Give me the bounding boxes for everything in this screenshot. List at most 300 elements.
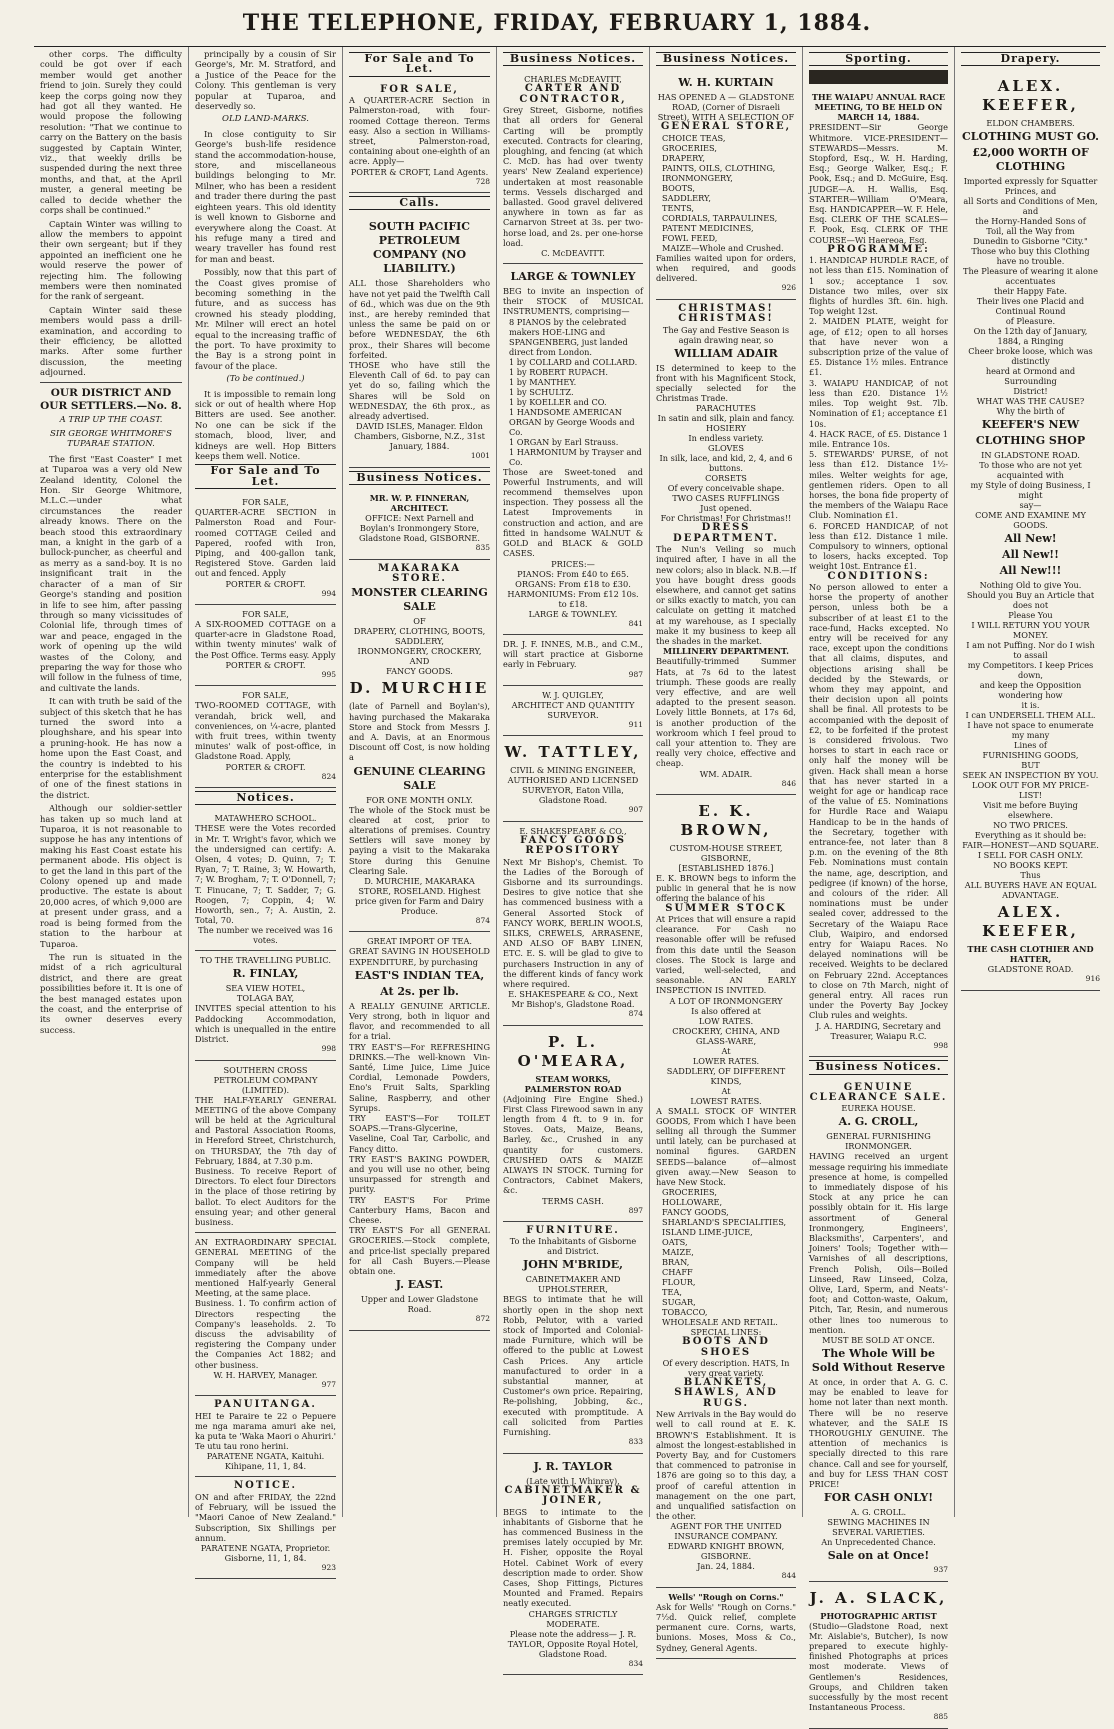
- list-item: GROCERIES,: [662, 1187, 717, 1198]
- advert: [195, 493, 336, 605]
- column-1: [34, 47, 188, 1517]
- advert-body-2: The Nun's Veiling so much inquired after, I have in all the new colors; also in black. N.B.—If you have bought dress goods elsewhere, and cannot get satins or silks exactly to match, you can calculate on getting it matched at my warehouse, as I specially make it my business to keep all the shades in the market.: [656, 544, 796, 647]
- list-item: PAINTS, OILS, CLOTHING,: [662, 162, 776, 173]
- advert-officers: PRESIDENT—Sir George Whitmore. VICE-PRESIDENT— STEWARDS—Messrs. M. Stopford, Esq., W. H. Harding, Esq.; George Walker, Esq.; F. Pook, Esq.; and D. McGuire, Esq. JUDGE—A. H. Wallis, Esq. STARTER—William O'Meara, Esq. HANDICAPPER—W. F. Hele, Esq. CLERK OF THE SCALES—F. Pook, Esq. CLERK OF THE COURSE—Wi Haereoa, Esq.: [809, 122, 948, 245]
- advert-line: their Happy Fate.: [993, 286, 1068, 297]
- advert-number: 977: [321, 1379, 336, 1389]
- advert-line: say—: [1019, 500, 1042, 511]
- advert-body: IS determined to keep to the front with his Magnificent Stock, specially selected for the Christmas Trade.: [656, 362, 796, 404]
- advert-section: SPECIAL LINES:: [690, 1327, 762, 1338]
- advert-new: KEEFER'S NEW: [981, 418, 1080, 432]
- advert-name: J. EAST.: [395, 1278, 444, 1292]
- advert-headline: CLOTHING MUST GO.: [962, 130, 1099, 144]
- list-item: MAIZE—Whole and Crushed.: [662, 242, 784, 253]
- list-item: BOOTS,: [662, 182, 695, 193]
- advert: [503, 264, 643, 635]
- advert-body: ARCHITECT AND QUANTITY SURVEYOR.: [511, 699, 635, 720]
- advert-line: Thus: [1020, 870, 1041, 881]
- advert-note: MUST BE SOLD AT ONCE.: [822, 1334, 935, 1345]
- advert-line: The Pleasure of wearing it alone accentuates: [963, 266, 1098, 287]
- list-item: CHOICE TEAS,: [662, 132, 726, 143]
- list-item: FANCY GOODS,: [662, 1207, 729, 1218]
- advert-title: SOUTHERN CROSS PETROLEUM COMPANY (LIMITED).: [213, 1064, 318, 1095]
- advert-line: To those who are not yet acquainted with: [979, 460, 1082, 481]
- list-item: DRAPERY,: [662, 152, 705, 163]
- paragraph: It can with truth be said of the subject of this sketch that he has turned the sword into a ploughshare, and his spear into a pruning-hook. He has now a home upon the East Coast, and the country is indebted to his enterprise for the establishment of one of the finest stations in the district.: [40, 696, 182, 800]
- advert-line: Visit me before Buying elsewhere.: [983, 800, 1078, 821]
- advert-number: 885: [933, 1712, 948, 1722]
- advert: [503, 686, 643, 736]
- advert: [195, 1477, 336, 1579]
- advert-footer: PORTER & CROFT.: [225, 761, 306, 772]
- list-item: WHOLESALE AND RETAIL.: [662, 1317, 778, 1328]
- advert-number: 987: [628, 669, 643, 679]
- section-header: Sporting.: [809, 52, 948, 66]
- advert-body: QUARTER-ACRE SECTION in Palmerston Road and Four-roomed COTTAGE Ceiled and Papered, roofed with Iron, Piping, and 400-gallon tank, Registered Stove. Garden laid out and fenced. Apply: [195, 507, 336, 579]
- advert-line: For Christmas! For Christmas!!: [660, 513, 792, 524]
- advert-body: HAVING received an urgent message requiring his immediate presence at home, is compelled to immediately dispose of his Stock at any price he can possibly obtain for it. His large assortment of General Ironmongery, Engineers', Blacksmiths', Carpenters', and Joiners' Tools; Together with—Varnishes of all descriptions, French Polish, Oils—Boiled Linseed, Raw Linseed, Colza, Olive, Lard, Sperm, and Neats'-foot; and Cotton-waste, Oakum, Pitch, Tar, Resin, and numerous other lines too numerous to mention.: [809, 1151, 948, 1335]
- advert-number: 835: [475, 543, 490, 553]
- advert-line: it is.: [1021, 700, 1040, 711]
- advert: [656, 795, 796, 1588]
- advert-title: MATAWHERO SCHOOL.: [214, 813, 317, 824]
- advert-title: Wells' "Rough on Corns.": [668, 1591, 784, 1602]
- advert: [503, 70, 643, 264]
- advert-line: Nothing Old to give You.: [979, 580, 1082, 591]
- section-header: Notices.: [195, 791, 336, 805]
- section-header: For Sale and To Let.: [195, 464, 336, 489]
- advert: [195, 1233, 336, 1396]
- advert-line: SADDLERY,: [395, 636, 444, 647]
- advert-number: 911: [628, 719, 643, 729]
- advert-number: 872: [475, 1314, 490, 1324]
- advert-body: (Adjoining Fire Engine Shed.) First Class Firewood sawn in any length from 4 ft. to 9 in. for Stoves. Oats, Maize, Beans, Barley, &c., Crushed in any quantity for customers. CRUSHED OATS & MAIZE ALWAYS IN STOCK. Turning for Contractors, Cabinet Makers, &c.: [503, 1093, 643, 1196]
- advert-line: At: [721, 1085, 731, 1096]
- advert-footer-road: GLADSTONE ROAD.: [987, 964, 1074, 975]
- advert-title: FOR SALE,: [242, 609, 289, 620]
- advert-line: WHAT WAS THE CAUSE?: [976, 396, 1085, 407]
- advert-line: I am not Puffing. Nor do I wish to assail: [966, 640, 1095, 661]
- advert-footer: J. A. HARDING, Secretary and Treasurer, Waiapu R.C.: [815, 1020, 942, 1041]
- advert-address: CUSTOM-HOUSE STREET, GISBORNE,: [669, 842, 783, 863]
- advert-title: TO THE TRAVELLING PUBLIC.: [200, 955, 331, 966]
- advert-number: 874: [628, 1009, 643, 1019]
- advert-headline: EAST'S INDIAN TEA,: [354, 968, 485, 982]
- advert-line: my Style of doing Business, I might: [970, 480, 1091, 501]
- advert-number: 1001: [470, 451, 490, 461]
- racehorse-engraving-icon: [809, 70, 948, 84]
- list-item: 1 ORGAN by Earl Strauss.: [509, 436, 619, 447]
- list-item: TOBACCO,: [662, 1307, 708, 1318]
- advert-location: TOLAGA BAY,: [236, 993, 295, 1004]
- newspaper-page: [34, 46, 1106, 1722]
- advert-line: Of every conceivable shape.: [667, 483, 785, 494]
- advert-footer: PARATENE NGATA, Kaituhi. Kihipane, 11, 1, 84.: [206, 1451, 325, 1472]
- price-line: HARMONIUMS: From £12 10s. to £18.: [507, 588, 639, 609]
- list-item: SADDLERY,: [662, 192, 711, 203]
- advert-footer: W. H. HARVEY, Manager.: [213, 1369, 318, 1380]
- race-item: 3. WAIAPU HANDICAP, of not less than £20. Distance 1½ miles. Top weight 9st. 7lb. Nomination of £1; acceptance £1 10s.: [809, 377, 948, 429]
- advert-number: 998: [321, 1044, 336, 1054]
- advert-footer: D. MURCHIE, MAKARAKA STORE, ROSELAND. Highest price given for Farm and Dairy Produce.: [355, 875, 484, 916]
- price-line: PIANOS: From £40 to £65.: [517, 568, 629, 579]
- advert-line: all Sorts and Conditions of Men, and: [963, 196, 1098, 217]
- advert-body: DR. J. F. INNES, M.B., and C.M., will start practice at Gisborne early in February.: [503, 638, 643, 670]
- advert-line: TRY EAST'S BAKING POWDER, and you will use no other, being unsurpassed for strength and purity.: [349, 1153, 490, 1195]
- advert-line: TWO CASES RUFFLINGS: [672, 493, 780, 504]
- advert-headline: CABINETMAKER AND UPHOLSTERER,: [525, 1274, 621, 1295]
- advert-intro: The Gay and Festive Season is again drawing near, so: [662, 324, 790, 345]
- advert: [349, 560, 490, 933]
- advert-headline: MONSTER CLEARING SALE: [351, 586, 488, 614]
- list-item: MAIZE,: [662, 1247, 694, 1258]
- advert-number: 998: [933, 1040, 948, 1050]
- advert-number: 841: [628, 618, 643, 628]
- advert: [195, 1061, 336, 1234]
- paragraph: other corps. The difficulty could be got over if each member would get another friend to join. Surely they could keep the corps going now they had got all they wanted. He would propose the following resolution: "That we continue to carry on the Battery on the basis suggested by Captain Winter, viz., that weekly drills be suspended during the next three months, and that, at the April muster, a general meeting be called to decide whether the corps shall be continued.": [40, 49, 182, 216]
- column-3: [342, 47, 496, 1517]
- list-item: GROCERIES,: [662, 142, 717, 153]
- advert: [809, 1079, 948, 1582]
- advert-line: All New!!!: [999, 564, 1062, 578]
- advert-line: TRY EAST'S—For TOILET SOAPS.—Trans-Glycerine, Vaseline, Coal Tar, Carbolic, and Fancy ditto.: [349, 1113, 490, 1154]
- advert-subtitle: EUREKA HOUSE.: [841, 1103, 916, 1114]
- race-item: 2. MAIDEN PLATE, weight for age, of £12; open to all horses that have never won a subscription prize of the value of £5. Distance 1½ miles. Entrance £1.: [809, 316, 948, 378]
- advert-title: THE WAIAPU ANNUAL RACE MEETING, TO BE HELD ON MARCH 14, 1884.: [811, 92, 946, 123]
- advert-line: SADDLERY, OF DIFFERENT KINDS,: [666, 1065, 786, 1086]
- advert-number: 833: [628, 1437, 643, 1447]
- advert-line: In endless variety.: [688, 433, 764, 444]
- list-item: SUGAR,: [662, 1297, 696, 1308]
- to-be-continued: (To be continued.): [226, 374, 305, 385]
- advert-body: OFFICE: Next Parnell and Boylan's Ironmongery Store, Gladstone Road, GISBORNE.: [358, 513, 481, 544]
- paragraph: It is impossible to remain long sick or out of health where Hop Bitters are used. See another. No one can be sick if the stomach, blood, liver, and kidneys are well. Hop Bitters keeps them well. Notice.: [195, 388, 336, 462]
- advert-conditions: No person allowed to enter a horse the property of another person, unless both be a subscriber of at least £1 to the race-fund, Hacks excepted. No entry will be received for any race, except upon the conditions that all claims, disputes, and objections arising shall be decided by the Stewards, or whom they may appoint, and their decision upon all points shall be final. All protests to be accompanied with the deposit of £2, to be forfeited if the protest is considered frivolous. Two horses to start in each race or only half the money will be given. Hack shall mean a horse that has never started in a weight for age or handicap race of the value of £5. Nominations for Hurdle Race and Waiapu Handicap to be in the hands of the Secretary, together with entrance-fee, not later than 8 p.m. on the evening of the 8th Feb. Nominations must contain the name, age, description, and pedigree (if known) of the horse, and colours of the rider. All nominations must be under sealed cover, addressed to the Secretary of the Waiapu Race Club, Waipiro, and endorsed entry for Waiapu Races. No delayed nominations will be received. Weights to be declared on February 22nd. Acceptances to close on 7th March, night of general entry. All races run under the Poverty Bay Jockey Club rules and weights.: [809, 581, 948, 1021]
- advert-number: 846: [781, 778, 796, 788]
- advert-line: Imported expressly for Squatter Princes, and: [963, 176, 1098, 197]
- advert-title: GREAT IMPORT OF TEA.: [366, 936, 473, 947]
- advert-line: Those who buy this Clothing have no trouble.: [971, 246, 1090, 267]
- advert-footer: THE CASH CLOTHIER AND HATTER,: [967, 944, 1094, 965]
- advert-line: SEEK AN INSPECTION BY YOU.: [962, 770, 1099, 781]
- advert-body-2: THOSE who have still the Eleventh Call of 6d. to pay can yet do so, failing which the Shares will be Sold on WEDNESDAY, the 6th prox., as already advertised.: [349, 360, 490, 422]
- advert-body: INVITES special attention to his Paddocking Accommodation, which is unequalled in the entire District.: [195, 1003, 336, 1044]
- advert-number: 907: [628, 805, 643, 815]
- advert-number: 994: [321, 588, 336, 598]
- advert-title: W. H. KURTAIN: [678, 76, 774, 90]
- advert-line: BUT: [1021, 760, 1040, 771]
- advert: [349, 81, 490, 193]
- advert-title: NOTICE.: [233, 1480, 298, 1492]
- paragraph: Captain Winter was willing to allow the members to appoint their own sergeant; but if they appointed an inefficient one he would reserve the power of rejecting him. The following members were then nominated for the rank of sergeant.: [40, 218, 182, 302]
- advert-body: BEG to invite an inspection of their STOCK of MUSICAL INSTRUMENTS, comprising—: [503, 286, 643, 317]
- list-item: 1 by SCHULTZ.: [509, 386, 574, 397]
- advert-line: District!: [1013, 386, 1048, 397]
- advert-title: E. K. BROWN,: [680, 801, 772, 839]
- advert-body-2: At once, in order that A. G. C. may be enabled to leave for home not later than next month. There will be no reserve whatever, and the SALE IS THOROUGHLY GENUINE. The attention of mechanics is specially directed to this rare chance. Call and see for yourself, and buy for LESS THAN COST PRICE!: [809, 1376, 948, 1489]
- advert-subtitle: ELDON CHAMBERS.: [986, 118, 1075, 129]
- advert-name: R. FINLAY,: [232, 967, 299, 981]
- advert-line: FANCY GOODS.: [386, 666, 453, 677]
- advert-body: ON and after FRIDAY, the 22nd of February, will be issued the "Maori Canoe of New Zealand." Subscription, Six Shillings per annum.: [195, 1491, 336, 1543]
- column-7: [954, 47, 1106, 1517]
- advert-line: of Pleasure.: [1005, 316, 1056, 327]
- advert-line: heard at Ormond and Surrounding: [985, 366, 1076, 387]
- advert-worth: £2,000 WORTH OF CLOTHING: [972, 146, 1089, 174]
- advert-number: 995: [321, 669, 336, 679]
- section-header: For Sale and To Let.: [349, 52, 490, 77]
- advert-title: GENUINE CLEARANCE SALE.: [809, 1081, 948, 1103]
- advert-subtitle: (Late with J. Whinray),: [526, 1475, 620, 1486]
- advert-line: FAIR—HONEST—AND SQUARE.: [962, 840, 1099, 851]
- advert-price: At 2s. per lb.: [380, 984, 459, 998]
- advert-body: GREAT SAVING IN HOUSEHOLD EXPENDITURE, by purchasing: [349, 946, 490, 967]
- section-header: Business Notices.: [503, 52, 643, 66]
- advert-title: E. SHAKESPEARE & CO.,: [519, 825, 627, 836]
- advert-month: FOR ONE MONTH ONLY.: [366, 794, 473, 805]
- column-2: [188, 47, 342, 1572]
- advert-line: All New!!: [1002, 548, 1059, 562]
- advert-title: CHRISTMAS! CHRISTMAS!: [678, 302, 774, 325]
- advert-title: MAKARAKA STORE.: [378, 562, 461, 584]
- advert: [503, 1026, 643, 1222]
- advert-line: my Competitors. I keep Prices down,: [967, 660, 1094, 681]
- advert-footer: E. SHAKESPEARE & CO., Next Mr Bishop's, Gladstone Road.: [508, 989, 638, 1010]
- advert: [656, 1588, 796, 1659]
- advert-title: SOUTH PACIFIC PETROLEUM COMPANY (NO LIABILITY.): [368, 220, 471, 276]
- section-header: Business Notices.: [656, 52, 796, 66]
- advert-line: Just opened.: [700, 503, 752, 514]
- list-item: 1 by MANTHEY.: [509, 376, 577, 387]
- section-header: Business Notices.: [349, 471, 490, 485]
- advert-line: COME AND EXAMINE MY GOODS.: [975, 510, 1086, 531]
- list-item: HOLLOWARE,: [662, 1197, 723, 1208]
- advert-line: Everything as it should be:: [974, 830, 1087, 841]
- advert-place: SEA VIEW HOTEL,: [225, 983, 306, 994]
- advert-number: 923: [321, 1562, 336, 1572]
- advert-subtitle: HAS OPENED A — GLADSTONE ROAD, (Corner of Disraeli Street), WITH A SELECTION OF: [657, 92, 795, 123]
- list-item: 1 by ROBERT RUPACH.: [509, 366, 608, 377]
- advert-headline: GENERAL STORE,: [660, 121, 792, 133]
- advert-body: TWO-ROOMED COTTAGE, with verandah, brick well, and conveniences, on ¼-acre, planted with fruit trees, within twenty minutes' walk of post-office, in Gladstone Road. Apply,: [195, 700, 336, 762]
- advert-footer: PORTER & CROFT.: [225, 578, 306, 589]
- list-item: 1 by KOELLER and CO.: [509, 396, 607, 407]
- advert: [349, 214, 490, 467]
- list-item: FLOUR,: [662, 1277, 696, 1288]
- advert-footer: DAVID ISLES, Manager. Eldon Chambers, Gisborne, N.Z., 31st January, 1884.: [354, 421, 485, 452]
- advert-line: LOW RATES.: [698, 1015, 754, 1026]
- advert-headline: PHOTOGRAPHIC ARTIST: [820, 1610, 937, 1621]
- list-item: BRAN,: [662, 1257, 690, 1268]
- advert-line: Is also offered at: [691, 1005, 761, 1016]
- advert-number: 844: [781, 1571, 796, 1581]
- advert-line: DRAPERY, CLOTHING, BOOTS,: [353, 626, 486, 637]
- advert-section: CONDITIONS:: [827, 570, 930, 582]
- advert-line: ALL BUYERS HAVE AN EQUAL ADVANTAGE.: [964, 880, 1097, 901]
- race-item: 1. HANDICAP HURDLE RACE, of not less than £15. Nomination of 1 sov.; acceptance 1 sov. Distance two miles, over six flights of hurdles 3ft. 6in. high. Top weight 12st.: [809, 255, 948, 317]
- advert-title: FOR SALE,: [242, 690, 289, 701]
- advert-line: TRY EAST'S—For REFRESHING DRINKS.—The well-known Vin-Santé, Lime Juice, Lime Juice Cordial, Lemonade Powders, Eno's Fruit Salts, Sparkling Saline, Raspberry, and other Syrups.: [349, 1041, 490, 1113]
- advert-road: IN GLADSTONE ROAD.: [981, 450, 1080, 461]
- advert-headline-2: BOOTS AND SHOES: [682, 1336, 770, 1358]
- advert-footer: C. McDEAVITT.: [541, 248, 605, 259]
- advert-line: Why the birth of: [996, 406, 1065, 417]
- advert-line: and keep the Opposition wondering how: [979, 680, 1082, 701]
- advert-title: J. A. SLACK,: [809, 1588, 948, 1607]
- advert-title: MR. W. P. FINNERAN, ARCHITECT.: [369, 493, 470, 514]
- advert-line: At: [721, 1045, 731, 1056]
- advert-sewing: SEWING MACHINES IN SEVERAL VARIETIES.: [827, 1517, 930, 1538]
- list-item: CORDIALS, TARPAULINES,: [662, 212, 778, 223]
- advert-number: 824: [321, 771, 336, 781]
- column-4: [496, 47, 649, 1668]
- advert: [503, 736, 643, 821]
- advert-title: P. L. O'MEARA,: [517, 1032, 629, 1070]
- advert-established: [ESTABLISHED 1876.]: [678, 862, 774, 873]
- advert-line: AND: [409, 656, 430, 667]
- paragraph: In close contiguity to Sir George's bush-life residence stand the accommodation-house, store, and miscellaneous buildings belonging to Mr. Milner, who has been a resident and trader there during the past eighteen years. This old identity is well known to Gisborne and everywhere along the Coast. At his refuge many a tired and weary traveller has found rest for man and beast.: [195, 128, 336, 264]
- advert: [809, 1582, 948, 1729]
- advert: [809, 88, 948, 1057]
- advert-note: CHARGES STRICTLY MODERATE.: [528, 1608, 618, 1629]
- advert-line: A LOT OF IRONMONGERY: [669, 995, 783, 1006]
- paragraph: Although our soldier-settler has taken up so much land at Tuparoa, it is not reasonable to suppose he has any intentions of making his East Coast estate his permanent abode. His object is to get the land in this part of the Colony opened up and made productive. The estate is about 20,000 acres, of which 9,000 are at present under grass, and a road is being formed from the station to the harbour at Tuparoa.: [40, 803, 182, 949]
- advert-body-3: Beautifully-trimmed Summer Hats, at 7s 6d to the latest triumph. These goods are really very effective, and are well adapted to the present season. Lovely little Bonnets, at 17s 6d, is another production of the workroom which I feel proud to call your attention to. They are really very choice, effective and cheap.: [656, 656, 796, 769]
- list-item: PATENT MEDICINES,: [662, 222, 754, 233]
- advert-headline: STEAM WORKS, PALMERSTON ROAD: [524, 1073, 622, 1094]
- list-item: IRONMONGERY,: [662, 172, 733, 183]
- advert-name: D. MURCHIE: [349, 679, 490, 698]
- advert-number: 916: [1085, 974, 1100, 984]
- section-header: Business Notices.: [809, 1060, 948, 1074]
- advert: [656, 300, 796, 795]
- advert-body: BEGS to intimate to the inhabitants of Gisborne that he has commenced Business in the premises lately occupied by Mr. H. Fisher, opposite the Royal Hotel. Cabinet Work of every description made to order. Show Cases, Shop Fittings, Pictures Mounted and Framed. Repairs neatly executed.: [503, 1506, 643, 1609]
- divider: [40, 382, 182, 383]
- advert-body: Next Mr Bishop's, Chemist. To the Ladies of the Borough of Gisborne and its surroundings. Desires to give notice that she has commenced business with a General Assorted Stock of FANCY WORK, BERLIN WOOLS, SILKS, CREWELS, ARRASENE, AND ALSO OF BABY LINEN, ETC. E. S. will be glad to give to purchasers Instruction in any of the different kinds of fancy work where required.: [503, 856, 643, 989]
- list-item: FOWL FEED,: [662, 232, 718, 243]
- advert-line: the Horny-Handed Sons of: [975, 216, 1086, 227]
- advert-body: AN EXTRAORDINARY SPECIAL GENERAL MEETING of the Company will be held immediately after the above mentioned Half-yearly General Meeting, at the same place.: [195, 1237, 336, 1299]
- advert: [195, 809, 336, 951]
- advert-title: J. R. TAYLOR: [533, 1459, 613, 1473]
- advert: [349, 489, 490, 559]
- advert-number: 728: [475, 176, 490, 186]
- advert: [195, 686, 336, 788]
- column-5: [649, 47, 802, 1653]
- advert-footer: TERMS CASH.: [542, 1195, 604, 1206]
- advert-body: THESE were the Votes recorded in Mr. T. Wright's favor, which we the undersigned can certify: A. Olsen, 4 votes; D. Quinn, 7; T. Ryan, 7; T. Raine, 3; W. Howarth, 7; W. Brogham, 7; T. O'Donnell, 7; T. Finucane, 7; T. Sadder, 7; G. Roogen, 7; Coppin, 4; W. Howorth, sen., 7; A. Austin, 2. Total, 70.: [195, 823, 336, 926]
- advert-body: A SIX-ROOMED COTTAGE on a quarter-acre in Gladstone Road, within twenty minutes' walk of the Post Office. Terms easy. Apply: [195, 619, 336, 660]
- price-line: ORGANS: From £18 to £30.: [515, 578, 631, 589]
- advert-line: Toil, all the Way from: [986, 226, 1075, 237]
- advert-business: Business. 1. To confirm action of Directors respecting the Company's leaseholds. 2. To discuss the advisability of registering the Company under the Companies Act 1882; and other business.: [195, 1298, 336, 1370]
- advert-line: I WILL RETURN YOU YOUR MONEY.: [971, 620, 1090, 641]
- advert-line: LOWER RATES.: [692, 1055, 760, 1066]
- list-item: TEA,: [662, 1287, 682, 1298]
- paragraph: principally by a cousin of Sir George's, Mr. M. Stratford, and a Justice of the Peace for the Colony. This gentleman is very popular at Tuparoa, and deservedly so.: [195, 49, 336, 112]
- advert-line: I have not space to enumerate my many: [967, 720, 1094, 741]
- advert-title: LARGE & TOWNLEY: [510, 270, 636, 284]
- advert-body: ALL those Shareholders who have not yet paid the Twelfth Call of 6d., which was due on the 9th inst., are hereby reminded that unless the same be paid on or before WEDNESDAY, the 6th prox., their Shares will become forfeited.: [349, 278, 490, 360]
- list-item: 8 PIANOS by the celebrated makers HOE-LING and SPANGENBERG, just landed direct from London.: [509, 316, 628, 357]
- advert-line: Cheer broke loose, which was distinctly: [968, 346, 1093, 367]
- advert-title: W. J. QUIGLEY,: [542, 689, 604, 700]
- advert-body: (late of Parnell and Boylan's), having purchased the Makaraka Store and Stock from Messrs J. and A. Davis, at an Enormous Discount off Cost, is now holding a: [349, 701, 490, 763]
- advert-body: THE HALF-YEARLY GENERAL MEETING of the above Company will be held at the Agricultural and Pastoral Association Rooms, in Hereford Street, Christchurch, on THURSDAY, the 7th day of February, 1884, at 7.30 p.m.: [195, 1094, 336, 1166]
- race-item: 6. FORCED HANDICAP, of not less than £12. Distance 1 mile. Compulsory to winners, optional to losers, hacks excepted. Top weight 10st. Entrance £1.: [809, 520, 948, 572]
- advert-headline-3: BLANKETS, SHAWLS, AND RUGS.: [674, 1377, 778, 1409]
- section-subtitle: OLD LAND-MARKS.: [221, 114, 309, 125]
- advert-footer: PORTER & CROFT.: [225, 659, 306, 670]
- advert-headline: CARTER AND CONTRACTOR,: [519, 83, 627, 105]
- advert-section: MILLINERY DEPARTMENT.: [663, 646, 789, 657]
- advert-shop: CLOTHING SHOP: [975, 434, 1086, 448]
- advert-footer: A. G. CROLL.: [850, 1507, 907, 1518]
- advert-date: Jan. 24, 1884.: [697, 1561, 755, 1572]
- advert-body-5: New Arrivals in the Bay would do well to call round at E. K. BROWN'S Establishment. It is almost the longest-established in Poverty Bay, and for Customers that commenced to patronise in 1876 are going so to this day, a proof of careful attention in management on the one part, and unqualified satisfaction on the other.: [656, 1409, 796, 1522]
- advert-body: Ask for Wells' "Rough on Corns." 7½d. Quick relief, complete permanent cure. Corns, warts, bunions. Moses, Moss & Co., Sydney, General Agents.: [656, 1601, 796, 1653]
- advert-title: FOR SALE,: [380, 83, 459, 95]
- advert-line: PARACHUTES: [695, 403, 757, 414]
- advert-line: LOWEST RATES.: [690, 1095, 762, 1106]
- list-item: OATS,: [662, 1237, 688, 1248]
- advert-line: FURNISHING GOODS,: [982, 750, 1079, 761]
- advert-cash: FOR CASH ONLY!: [823, 1491, 934, 1505]
- advert-title: FURNITURE.: [526, 1225, 620, 1237]
- advert-number: 937: [933, 1565, 948, 1575]
- section-header: Calls.: [349, 196, 490, 210]
- advert-body: CIVIL & MINING ENGINEER, AUTHORISED AND LICENSED SURVEYOR, Eaton Villa, Gladstone Road.: [507, 765, 639, 806]
- advert-footer: PORTER & CROFT, Land Agents.: [350, 166, 489, 177]
- advert-line: LOOK OUT FOR MY PRICE-LIST!: [972, 780, 1089, 801]
- advert-headline: FANCY GOODS REPOSITORY: [520, 834, 626, 857]
- advert-business: Business. To receive Report of Directors. To elect four Directors in the place of those retiring by ballot. To elect Auditors for the ensuing year; and other general business.: [195, 1166, 336, 1228]
- advert: [503, 1454, 643, 1675]
- advert-section: PROGRAMME:: [827, 243, 930, 255]
- advert-number: 926: [781, 283, 796, 293]
- section-header: Drapery.: [961, 52, 1100, 66]
- advert-agent: AGENT FOR THE UNITED INSURANCE COMPANY.: [670, 1521, 782, 1542]
- advert-body: E. K. BROWN begs to inform the public in general that he is now offering the balance of his: [656, 872, 796, 904]
- advert-headline: GENERAL FURNISHING IRONMONGER.: [826, 1131, 931, 1152]
- advert-title: W. TATTLEY,: [504, 743, 642, 762]
- paragraph: Possibly, now that this part of the Coast gives promise of becoming something in the future, and as success has crowned his steady plodding, Mr. Milner will erect an hotel equal to the increasing traffic of the port. To have proximity to the Bay is a strong point in favour of the place.: [195, 267, 336, 371]
- advert-name: EDWARD KNIGHT BROWN, GISBORNE.: [667, 1541, 785, 1562]
- advert-line: Their lives one Placid and Continual Round: [976, 296, 1085, 317]
- advert-body-2: Those are Sweet-toned and Powerful Instruments, and will recommend themselves upon inspection. They possess all the Latest Improvements in construction and action, and are fitted in handsome WALNUT & GOLD and BLACK & GOLD CASES.: [503, 466, 643, 559]
- advert-name: A. G. CROLL,: [838, 1115, 919, 1129]
- advert-body-3: A SMALL STOCK OF WINTER GOODS, From which I have been selling all through the Summer until lately, can be purchased at nominal figures. GARDEN SEEDS—balance of—almost given away.—New Season to have New Stock.: [656, 1105, 796, 1187]
- column-6: [802, 47, 954, 1722]
- advert-line: NO BOOKS KEPT.: [993, 860, 1068, 871]
- article-subtitle-2: SIR GEORGE WHITMORE'S TUPARAE STATION.: [50, 429, 172, 450]
- advert-line: TRY EAST'S For all GENERAL GROCERIES.—Stock complete, and price-list specially prepared for all Cash Buyers.—Please obtain one.: [349, 1225, 490, 1277]
- advert-footer: LARGE & TOWNLEY.: [528, 608, 618, 619]
- advert-of: OF: [413, 616, 426, 627]
- advert-body-4: Of every description. HATS, In very great variety.: [662, 1358, 790, 1379]
- advert: [503, 822, 643, 1026]
- advert-line: TRY EAST'S For Prime Canterbury Hams, Bacon and Cheese.: [349, 1194, 490, 1226]
- list-item: 1 by COLLARD and COLLARD.: [509, 356, 638, 367]
- advert-line: GLOVES: [707, 443, 745, 454]
- race-item: 4. HACK RACE, of £5. Distance 1 mile. Entrance 10s.: [809, 428, 948, 449]
- advert-title: PANUITANGA.: [214, 1399, 317, 1411]
- paragraph: Captain Winter said these members would pass a drill-examination, and according to their efficiency, be allotted marks. After some further discussion, the meeting adjourned.: [40, 304, 182, 378]
- paragraph: The first "East Coaster" I met at Tuparoa was a very old New Zealand identity, Colonel the Hon. Sir George Whitmore, M.L.C.—under what circumstances the reader already knows. There on the beach stood this extraordinary man, a knight in the garb of a bullock-puncher, as cheerful and as merry as a sand-boy. It is no insignificant trait in the character of a man of Sir George's standing and position in life to see him, after passing through so many vicissitudes of Colonial life, through times of war and peace, engaged in the work of opening up the wild wastes of the Colony, and preparing the way for those who will follow in the fulness of time, and cultivate the lands.: [40, 453, 182, 693]
- advert-line: CROCKERY, CHINA, AND GLASS-WARE,: [672, 1025, 780, 1046]
- advert-line: I can UNDERSELL THEM ALL.: [965, 710, 1096, 721]
- paragraph: The run is situated in the midst of a rich agricultural district, and there are great possibilities before it. It is one of the best managed estates upon the coast, and the enterprise of its owner deserves every success.: [40, 951, 182, 1035]
